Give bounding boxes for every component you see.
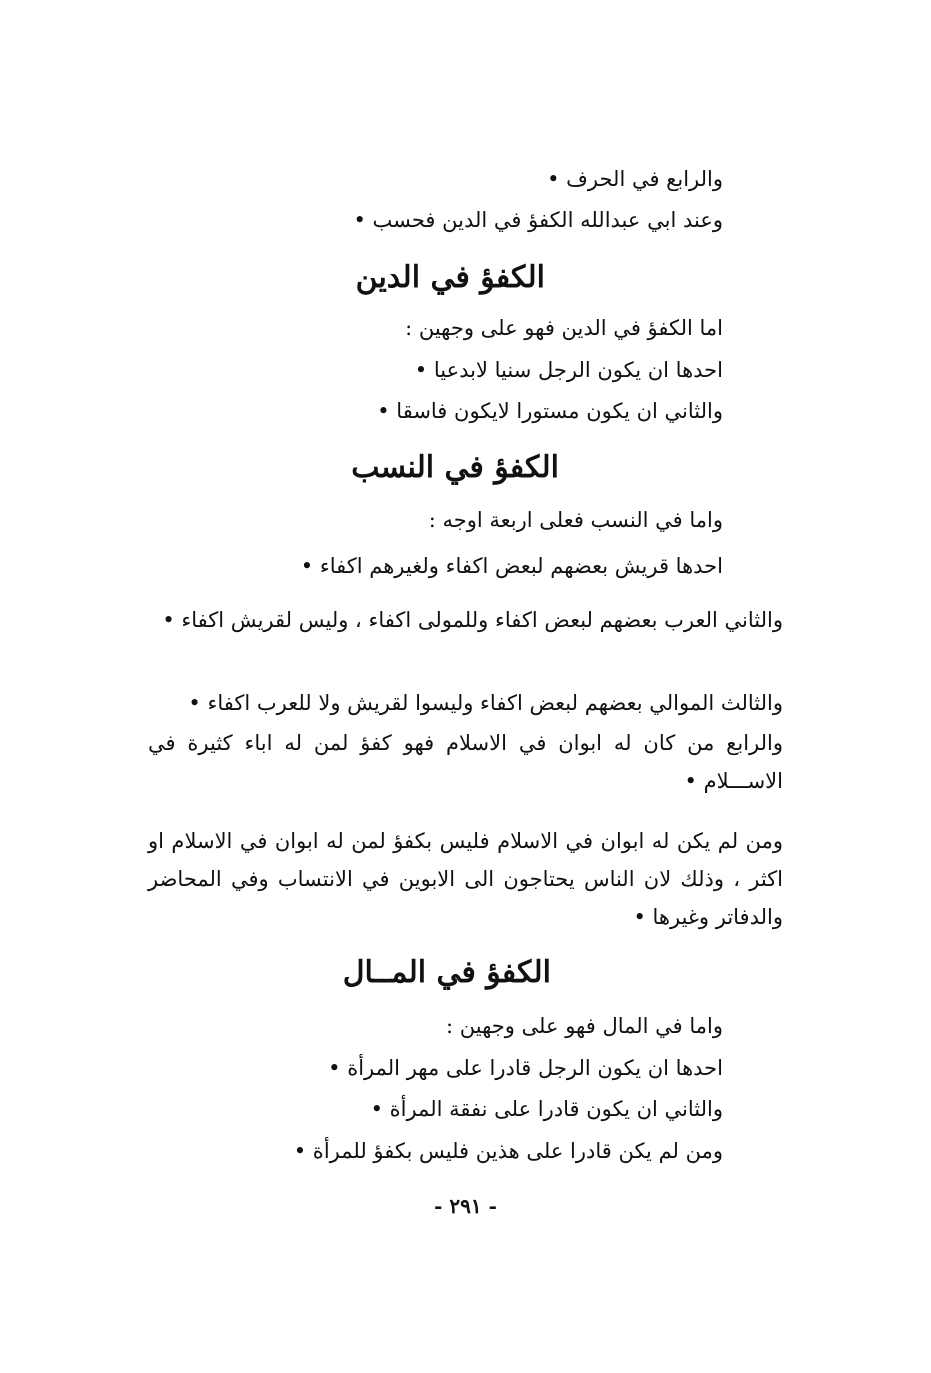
text-line: والثاني ان يكون مستورا لايكون فاسقا • (377, 399, 723, 423)
text-paragraph: والثالث الموالي بعضهم لبعض اكفاء وليسوا لقريش ولا للعرب اكفاء • (188, 691, 783, 715)
text-paragraph: ومن لم يكن له ابوان في الاسلام فليس بكفؤ لمن له ابوان في الاسلام او اكثر ، وذلك لان الناس يحتاجون الى الابوين في الانتساب وفي المحاضر والدفاتر وغيرها • (148, 829, 783, 929)
text-line: احدها ان يكون الرجل سنيا لابدعيا • (414, 358, 723, 382)
text-line: والثاني ان يكون قادرا على نفقة المرأة • (370, 1097, 723, 1121)
text-paragraph: والثاني العرب بعضهم لبعض اكفاء وللمولى اكفاء ، وليس لقريش اكفاء • (162, 608, 783, 632)
section-heading-lineage: الكفؤ في النسب (351, 450, 559, 485)
page-number: - ٢٩١ - (434, 1194, 497, 1218)
section-heading-religion: الكفؤ في الدين (355, 260, 545, 295)
text-line: احدها قريش بعضهم لبعض اكفاء ولغيرهم اكفاء • (300, 554, 723, 578)
text-line: والرابع في الحرف • (547, 167, 723, 191)
text-line: ومن لم يكن قادرا على هذين فليس بكفؤ للمرأة • (293, 1139, 723, 1163)
text-line: وعند ابي عبدالله الكفؤ في الدين فحسب • (353, 208, 723, 232)
text-paragraph: والرابع من كان له ابوان في الاسلام فهو كفؤ لمن له اباء كثيرة في الاســـلام • (148, 731, 783, 793)
text-line: احدها ان يكون الرجل قادرا على مهر المرأة • (328, 1056, 723, 1080)
section-heading-wealth: الكفؤ في المــال (342, 955, 551, 990)
text-line: اما الكفؤ في الدين فهو على وجهين : (405, 316, 723, 340)
text-line: واما في النسب فعلى اربعة اوجه : (428, 508, 723, 532)
text-line: واما في المال فهو على وجهين : (446, 1014, 723, 1038)
